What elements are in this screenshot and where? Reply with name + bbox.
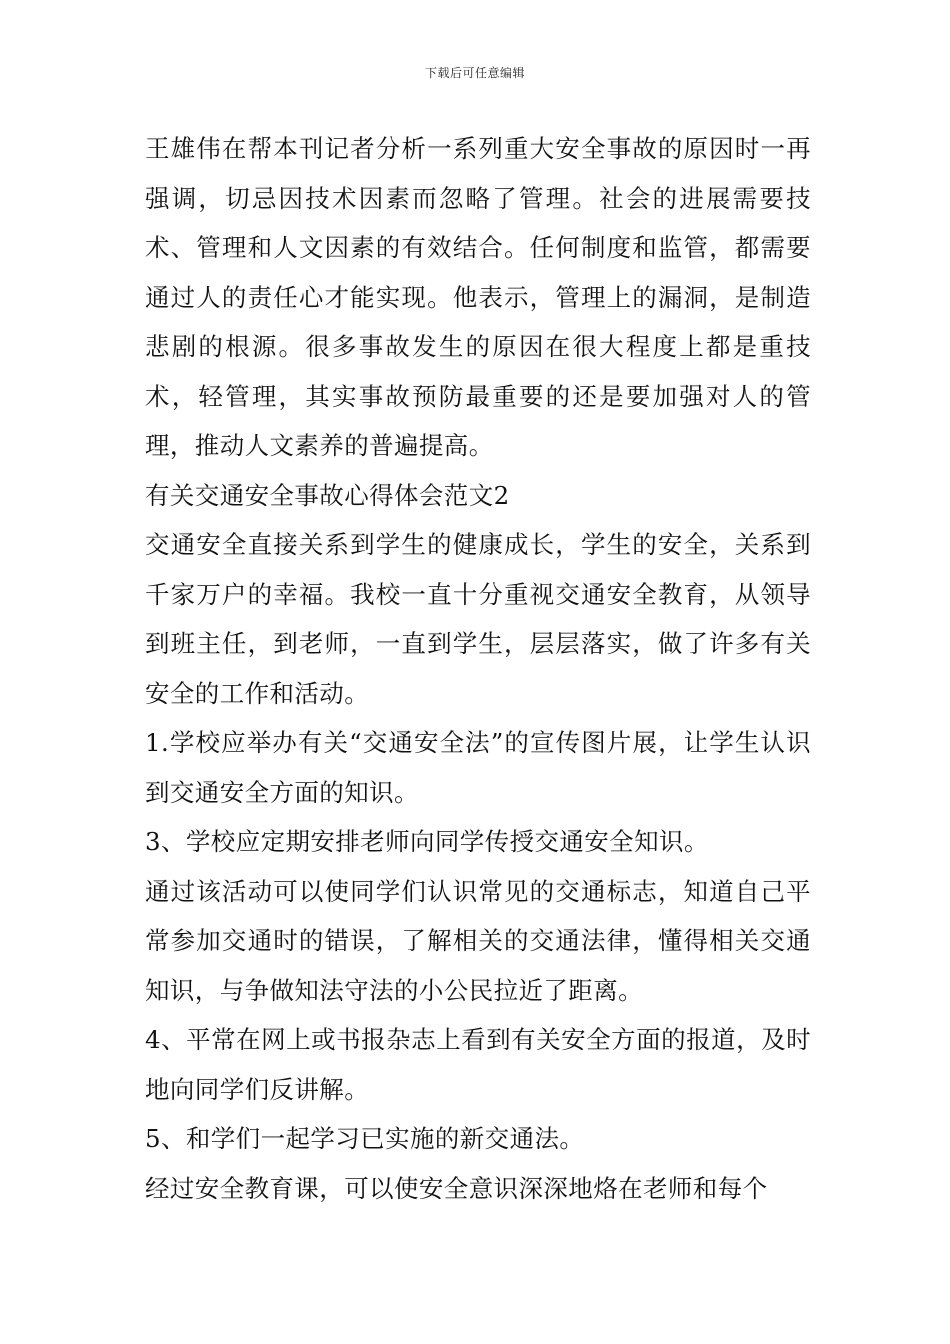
paragraph-intro: 交通安全直接关系到学生的健康成长，学生的安全，关系到千家万户的幸福。我校一直十分重视交通安全教育，从领导到班主任，到老师，一直到学生，层层落实，做了许多有关安全的工作和活动。 bbox=[145, 530, 811, 708]
page-header-note: 下载后可任意编辑 bbox=[424, 66, 525, 80]
paragraph-conclusion: 经过安全教育课，可以使安全意识深深地烙在老师和每个 bbox=[145, 1173, 768, 1203]
list-item-5: 5、和学们一起学习已实施的新交通法。 bbox=[145, 1124, 585, 1153]
list-item-3: 3、学校应定期安排老师向同学传授交通安全知识。 bbox=[145, 827, 709, 856]
document-body bbox=[145, 124, 811, 1213]
list-item-4: 4、平常在网上或书报杂志上看到有关安全方面的报道，及时地向同学们反讲解。 bbox=[145, 1025, 811, 1104]
list-item-1: 1.学校应举办有关“交通安全法”的宣传图片展，让学生认识到交通安全方面的知识。 bbox=[145, 728, 811, 807]
section-title: 有关交通安全事故心得体会范文2 bbox=[145, 480, 510, 510]
paragraph-management-analysis: 王雄伟在帮本刊记者分析一系列重大安全事故的原因时一再强调，切忌因技术因素而忽略了管理。社会的进展需要技术、管理和人文因素的有效结合。任何制度和监管，都需要通过人的责任心才能实现。他表示，管理上的漏洞，是制造悲剧的根源。很多事故发生的原因在很大程度上都是重技术，轻管理，其实事故预防最重要的还是要加强对人的管理，推动人文素养的普遍提高。 bbox=[145, 134, 811, 460]
paragraph-activity-effect: 通过该活动可以使同学们认识常见的交通标志，知道自己平常参加交通时的错误，了解相关的交通法律，懂得相关交通知识，与争做知法守法的小公民拉近了距离。 bbox=[145, 876, 811, 1005]
